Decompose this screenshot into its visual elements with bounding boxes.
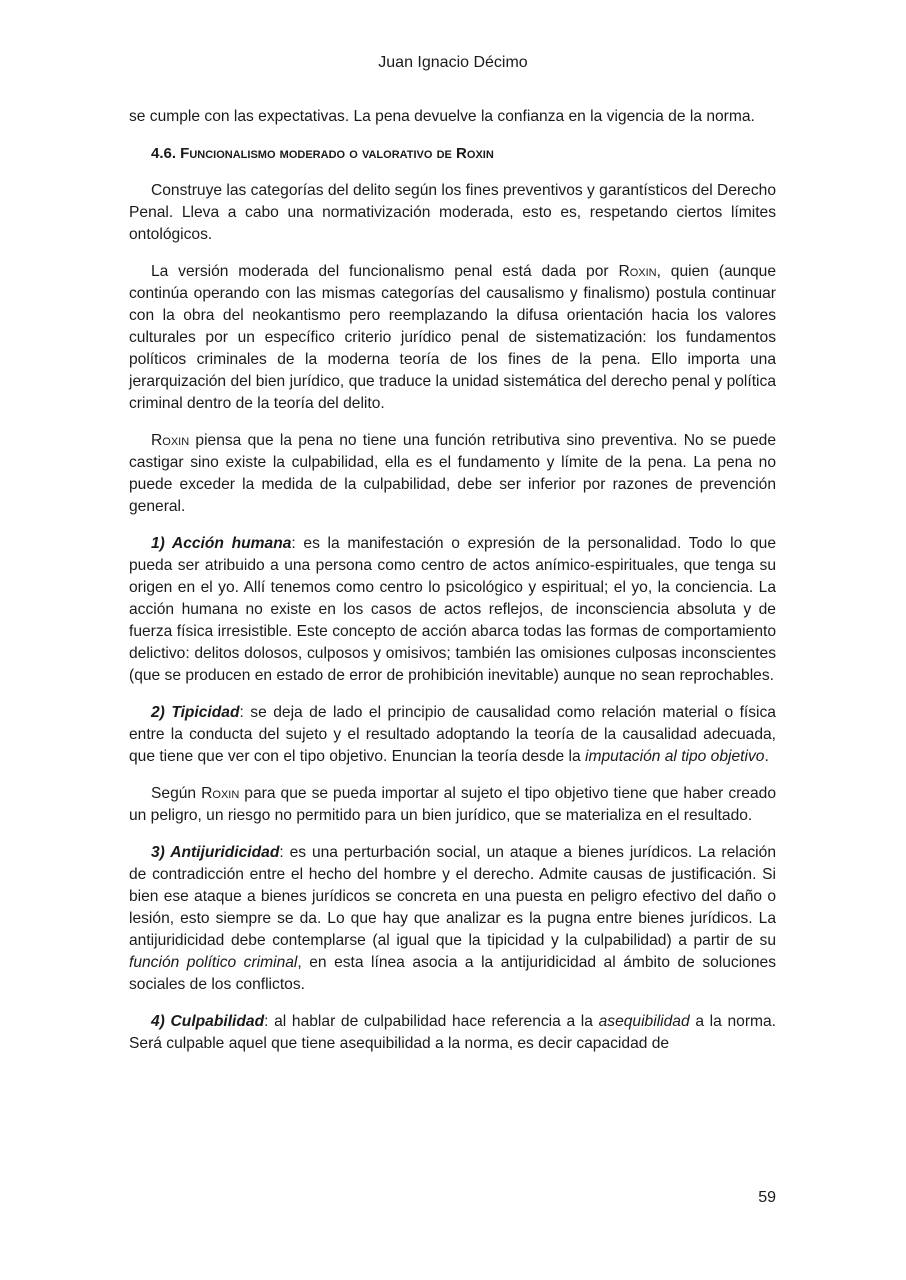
- author-name: Roxin: [618, 263, 657, 280]
- text-run: La versión moderada del funcionalismo penal está dada por: [151, 263, 619, 280]
- paragraph: [129, 1011, 776, 1055]
- author-name: Roxin: [201, 785, 240, 802]
- term-tipicidad: 2) Tipicidad: [151, 704, 240, 721]
- paragraph: [129, 842, 776, 996]
- emphasis: función político criminal: [129, 954, 298, 971]
- text-run: : al hablar de culpabilidad hace referencia a la: [264, 1013, 599, 1030]
- text-run: : es la manifestación o expresión de la personalidad. Todo lo que pueda ser atribuido a una persona como centro de actos anímico-espirituales, que tenga su origen en el yo. Allí tenemos como centro lo psicológico y espiritual; el yo, la conciencia. La acción humana no existe en los casos de actos reflejos, de inconsciencia absoluta y de fuerza física irresistible. Este concepto de acción abarca todas las formas de comportamiento delictivo: delitos dolosos, culposos y omisivos; también las omisiones culposas inconscientes (que se producen en estado de error de prohibición inevitable) aunque no sean reprochables.: [129, 535, 776, 684]
- text-run: Según: [151, 785, 202, 802]
- running-header: Juan Ignacio Décimo: [378, 54, 528, 71]
- paragraph: [129, 261, 776, 415]
- text-run: piensa que la pena no tiene una función retributiva sino preventiva. No se puede castigar sino existe la culpabilidad, ella es el fundamento y límite de la pena. La pena no puede exceder la medida de la culpabilidad, debe ser inferior por razones de prevención general.: [129, 432, 776, 515]
- term-antijuridicidad: 3) Antijuridicidad: [151, 844, 280, 861]
- paragraph: [129, 783, 776, 827]
- paragraph-continuation: se cumple con las expectativas. La pena devuelve la confianza en la vigencia de la norma.: [129, 108, 755, 125]
- emphasis: asequibilidad: [598, 1013, 690, 1030]
- paragraph: [129, 702, 776, 768]
- text-run: , en esta línea asocia a la antijuridicidad al ámbito de soluciones sociales de los conflictos.: [129, 954, 777, 993]
- emphasis: imputación al tipo objetivo: [585, 748, 765, 765]
- text-run: , quien (aunque continúa operando con las mismas categorías del causalismo y finalismo) postula continuar con la obra del neokantismo pero reemplazando la difusa orientación hacia los valores culturales por un específico criterio jurídico penal de sistematización: los fundamentos políticos criminales de la moderna teoría de los fines de la pena. Ello importa una jerarquización del bien jurídico, que traduce la unidad sistemática del derecho penal y política criminal dentro de la teoría del delito.: [129, 263, 776, 412]
- page-number: 59: [758, 1189, 776, 1206]
- text-run: : se deja de lado el principio de causalidad como relación material o física entre la conducta del sujeto y el resultado adoptando la teoría de la causalidad adecuada, que tiene que ver con el tipo objetivo. Enuncian la teoría desde la: [129, 704, 776, 765]
- paragraph: [129, 430, 776, 518]
- paragraph: [129, 533, 776, 687]
- text-run: .: [764, 748, 769, 765]
- paragraph: Construye las categorías del delito según los fines preventivos y garantísticos del Derecho Penal. Lleva a cabo una normativización moderada, esto es, respetando ciertos límites ontológicos.: [129, 182, 776, 243]
- text-run: a la norma. Será culpable aquel que tiene asequibilidad a la norma, es decir capacidad de: [129, 1013, 777, 1052]
- term-accion-humana: 1) Acción humana: [151, 535, 292, 552]
- text-run: : es una perturbación social, un ataque a bienes jurídicos. La relación de contradicción entre el hecho del hombre y el derecho. Admite causas de justificación. Si bien ese ataque a bienes jurídicos se concreta en una puesta en peligro efectivo del daño o lesión, esto siempre se da. Lo que hay que analizar es la pugna entre bienes jurídicos. La antijuridicidad debe contemplarse (al igual que la tipicidad y la culpabilidad) a partir de su: [129, 844, 776, 949]
- section-heading: [129, 143, 776, 165]
- term-culpabilidad: 4) Culpabilidad: [151, 1013, 265, 1030]
- author-name: Roxin: [151, 432, 190, 449]
- text-run: para que se pueda importar al sujeto el tipo objetivo tiene que haber creado un peligro, un riesgo no permitido para un bien jurídico, que se materializa en el resultado.: [129, 785, 776, 824]
- document-body: [129, 106, 776, 1070]
- section-heading-text: 4.6. Funcionalismo moderado o valorativo de Roxin: [151, 145, 494, 162]
